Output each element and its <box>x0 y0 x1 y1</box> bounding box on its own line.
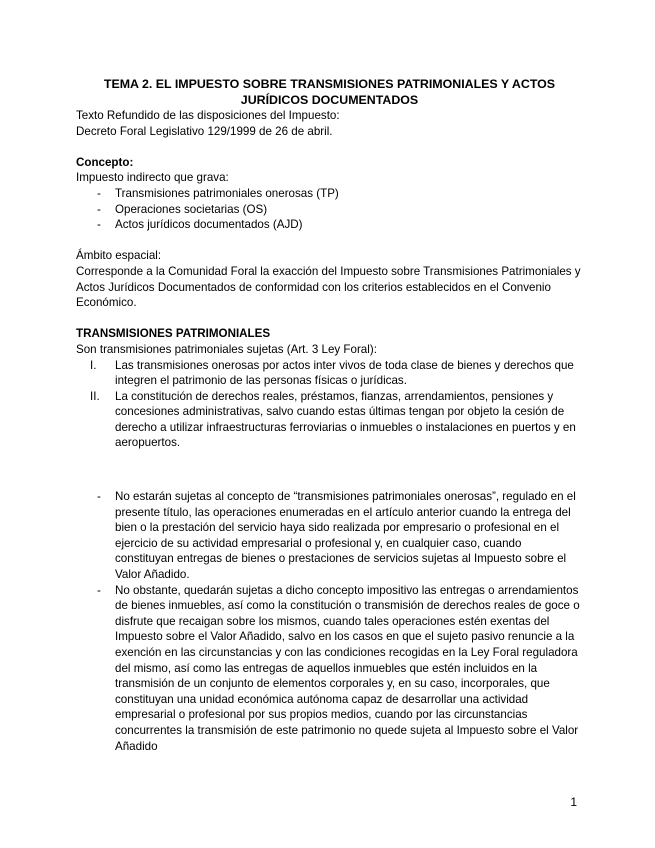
ambito-heading: Ámbito espacial: <box>76 249 162 263</box>
tp-lead: Son transmisiones patrimoniales sujetas (Art. 3 Ley Foral): <box>76 342 377 356</box>
concepto-heading: Concepto: <box>76 155 134 169</box>
list-item: - Operaciones societarias (OS) <box>76 202 583 218</box>
ambito-text: Corresponde a la Comunidad Foral la exacción del Impuesto sobre Transmisiones Patrimoniales y Actos Jurídicos Documentados de conformidad con los criterios establecidos en el Convenio Económico. <box>76 264 581 310</box>
list-number: I. <box>90 358 97 372</box>
list-text: La constitución de derechos reales, préstamos, fianzas, arrendamientos, pensiones y concesiones administrativas, salvo cuando estas últimas tengan por objeto la cesión de derecho a utilizar infraestructuras ferroviarias o inmuebles o instalaciones en puertos y en aeropuertos. <box>115 389 576 450</box>
list-item: - No obstante, quedarán sujetas a dicho concepto impositivo las entregas o arrendamientos de bienes inmuebles, así como la constitución o transmisión de derechos reales de goce o disfrute que recaigan sobre los mismos, cuando tales operaciones estén exentas del Impuesto sobre el Valor Añadido, salvo en los casos en que el sujeto pasivo renuncie a la exención en las circunstancias y con las condiciones recogidas en la Ley Foral reguladora del mismo, así como las entregas de aquellos inmuebles que estén incluidos en la transmisión de un conjunto de elementos corporales y, en su caso, incorporales, que constituyan una unidad económica autónoma capaz de desarrollar una actividad empresarial o profesional por sus propios medios, cuando por las circunstancias concurrentes la transmisión de este patrimonio no quede sujeta al Impuesto sobre el Valor Añadido <box>76 583 583 755</box>
concepto-list <box>76 186 583 233</box>
list-item <box>76 358 583 389</box>
tp-heading: TRANSMISIONES PATRIMONIALES <box>76 327 271 341</box>
list-item <box>76 389 583 451</box>
list-item: - Actos jurídicos documentados (AJD) <box>76 217 583 233</box>
list-text: Las transmisiones onerosas por actos inter vivos de toda clase de bienes y derechos que integren el patrimonio de las personas físicas o jurídicas. <box>115 358 574 388</box>
tp-numbered-list <box>76 358 583 452</box>
concepto-lead: Impuesto indirecto que grava: <box>76 171 229 185</box>
tp-notes-list <box>76 489 583 754</box>
page-number: 1 <box>570 795 577 809</box>
page-title: TEMA 2. EL IMPUESTO SOBRE TRANSMISIONES PATRIMONIALES Y ACTOS JURÍDICOS DOCUMENTADOS <box>103 77 556 107</box>
intro-line-2: Decreto Foral Legislativo 129/1999 de 26 de abril. <box>76 124 333 138</box>
list-number: II. <box>90 389 100 403</box>
intro-line-1: Texto Refundido de las disposiciones del Impuesto: <box>76 109 340 122</box>
list-item: - No estarán sujetas al concepto de “transmisiones patrimoniales onerosas”, regulado en el presente título, las operaciones enumeradas en el artículo anterior cuando la entrega del bien o la prestación del servicio haya sido realizada por empresario o profesional en el ejercicio de su actividad empresarial o profesional y, en cualquier caso, cuando constituyan entregas de bienes o prestaciones de servicios sujetas al Impuesto sobre el Valor Añadido. <box>76 489 583 583</box>
list-item: - Transmisiones patrimoniales onerosas (TP) <box>76 186 583 202</box>
